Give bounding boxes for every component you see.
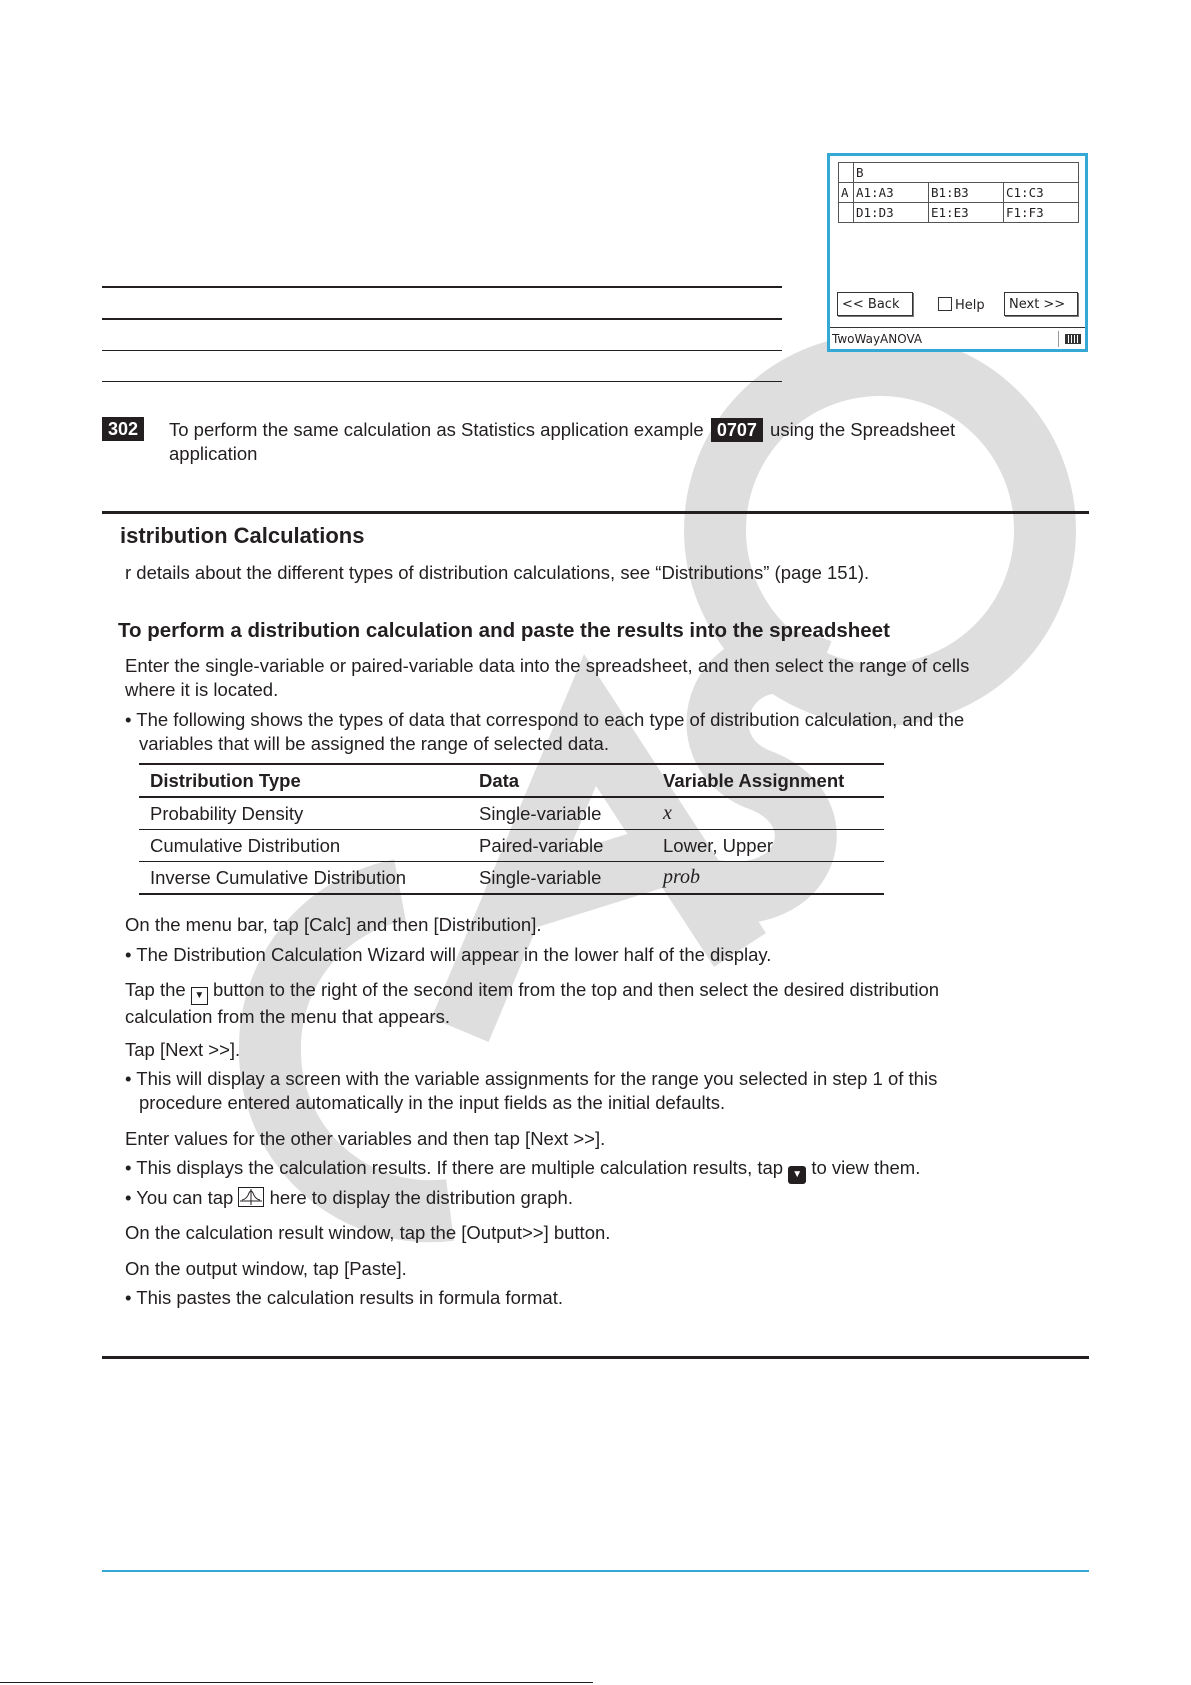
table-row [139,830,884,862]
scroll-down-icon: ▼ [788,1166,806,1184]
table-cell: Lower, Upper [652,830,884,862]
step2: On the menu bar, tap [Calc] and then [Distribution]. [125,914,542,935]
step5: Enter values for the other variables and then tap [Next >>]. [125,1128,606,1149]
grid-row-label: A [839,183,854,203]
table-cell: Single-variable [468,797,652,830]
calculator-screen [827,153,1088,352]
grid-cell[interactable]: C1:C3 [1004,183,1079,203]
battery-icon [1065,334,1081,344]
step7-bullet: • This pastes the calculation results in formula format. [125,1287,563,1308]
section-title: istribution Calculations [120,523,365,548]
section-intro: r details about the different types of distribution calculations, see “Distributions” (page 151). [125,562,870,583]
anova-grid [838,162,1079,223]
example-text-after: using the Spreadsheet [770,419,956,440]
example-text-line2: application [169,443,258,464]
procedure-heading: To perform a distribution calculation and paste the results into the spreadsheet [118,619,890,642]
step2-bullet: • The Distribution Calculation Wizard will appear in the lower half of the display. [125,944,772,965]
status-app-name: TwoWayANOVA [832,332,923,346]
footer-rule [102,1570,1089,1572]
section-rule [102,511,1089,514]
rule-line [102,286,782,288]
grid-cell[interactable]: B1:B3 [929,183,1004,203]
rule-line [102,318,782,320]
graph-icon [238,1187,264,1207]
page-bottom-edge [0,1682,593,1683]
table-cell: prob [663,866,701,888]
table-row [139,797,884,830]
table-cell: Single-variable [468,862,652,895]
back-button[interactable]: << Back [837,292,913,316]
table-cell: Paired-variable [468,830,652,862]
help-label: Help [955,298,985,313]
step3: Tap the ▼ button to the right of the second item from the top and then select the desired distribution calculation from the menu that appears. [125,979,940,1027]
table-header-row [139,764,884,797]
table-cell: Probability Density [139,797,468,830]
help-checkbox[interactable] [938,297,985,313]
example-number-badge: 302 [102,417,144,441]
table-cell: Cumulative Distribution [139,830,468,862]
grid-cell[interactable]: F1:F3 [1004,203,1079,223]
rule-line [102,350,782,351]
header-variable-assignment: Variable Assignment [652,764,884,797]
step6: On the calculation result window, tap the [Output>>] button. [125,1222,611,1243]
step5-bullet1: • This displays the calculation results. If there are multiple calculation results, tap ▼ to view them. [125,1156,920,1184]
table-cell: x [663,802,672,824]
distribution-table [139,763,884,895]
step7: On the output window, tap [Paste]. [125,1258,407,1279]
section-end-rule [102,1356,1089,1359]
step1-bullet: • The following shows the types of data that correspond to each type of distribution calculation, and the variables that will be assigned the range of selected data. [125,709,965,754]
checkbox-icon [938,297,952,311]
example-text-before: To perform the same calculation as Statistics application example [169,419,704,440]
next-button[interactable]: Next >> [1004,292,1078,316]
grid-cell[interactable]: A1:A3 [854,183,929,203]
step4-bullet: • This will display a screen with the variable assignments for the range you selected in step 1 of this procedure entered automatically in the input fields as the initial defaults. [125,1068,938,1113]
step4: Tap [Next >>]. [125,1039,241,1060]
step1: Enter the single-variable or paired-variable data into the spreadsheet, and then select the range of cells where it is located. [125,655,970,700]
grid-header-b: B [854,163,1079,183]
example-ref-badge: 0707 [711,418,763,442]
header-distribution-type: Distribution Type [139,764,468,797]
step5-bullet2: • You can tap here to display the distribution graph. [125,1187,573,1208]
table-cell: Inverse Cumulative Distribution [139,862,468,895]
status-bar [830,327,1085,349]
rule-line [102,381,782,382]
example-line [102,417,144,441]
grid-cell[interactable]: D1:D3 [854,203,929,223]
dropdown-arrow-icon: ▼ [191,987,208,1005]
table-row [139,862,884,895]
example-text [169,418,1069,466]
grid-cell[interactable]: E1:E3 [929,203,1004,223]
header-data: Data [468,764,652,797]
